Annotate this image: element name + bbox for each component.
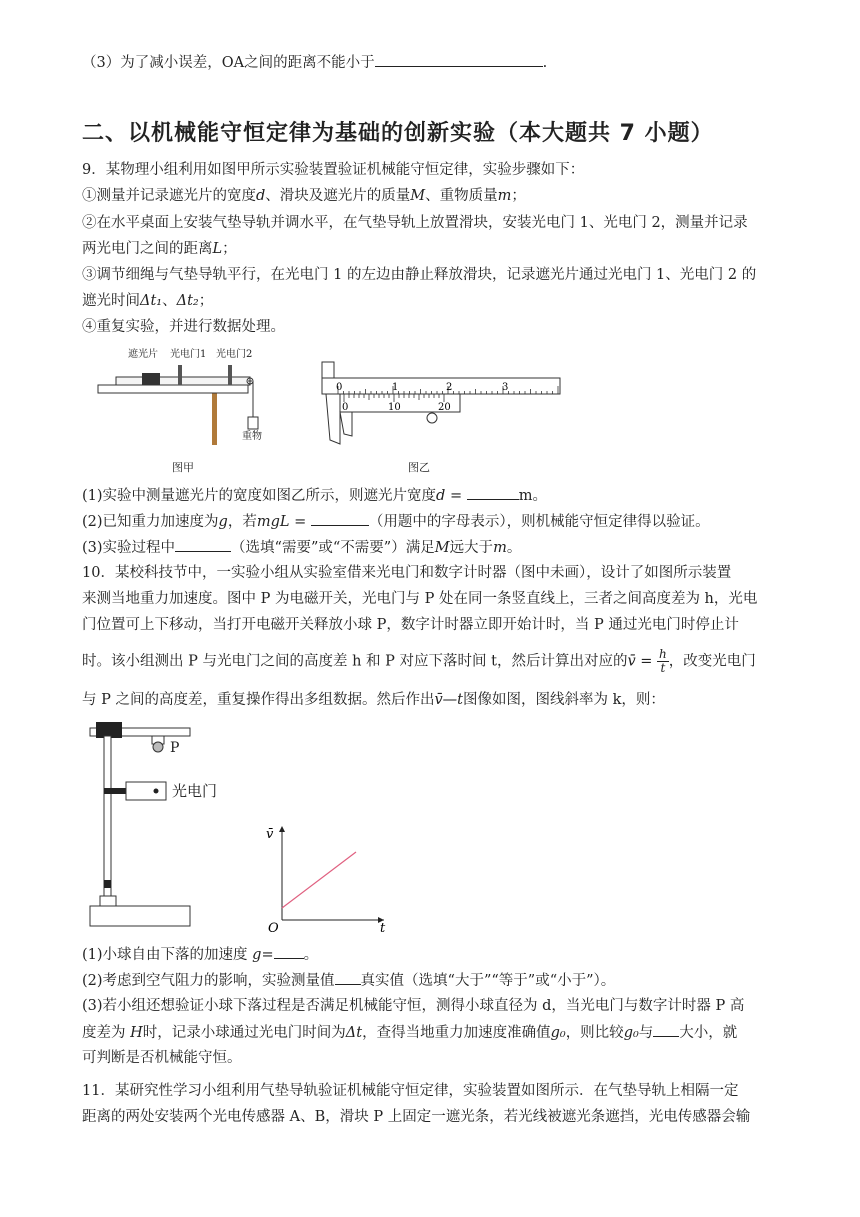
q10-line1: 10．某校科技节中，一实验小组从实验室借来光电门和数字计时器（图中未画），设计了如图所示装置 bbox=[82, 565, 732, 581]
q10-part3a: (3)若小组还想验证小球下落过程是否满足机械能守恒，测得小球直径为 d，当光电门与数字计时器 P 高 bbox=[82, 998, 745, 1014]
y-axis-label: v̄ bbox=[266, 827, 274, 842]
q9-step4: ④重复实验，并进行数据处理。 bbox=[82, 319, 285, 335]
origin-label: O bbox=[268, 921, 279, 935]
label-shutter: 遮光片 bbox=[128, 349, 158, 360]
q9-intro: 9．某物理小组利用如图甲所示实验装置验证机械能守恒定律，实验步骤如下： bbox=[82, 162, 585, 178]
q9-part2: (2)已知重力加速度为g，若mgL = （用题中的字母表示），则机械能守恒定律得以验证。 bbox=[82, 511, 710, 532]
q10-part1: (1)小球自由下落的加速度 g= 。 bbox=[82, 944, 318, 965]
vernier-tick-20: 20 bbox=[438, 402, 451, 413]
q10-line3: 门位置可上下移动，当打开电磁开关释放小球 P，数字计时器立即开始计时，当 P 通过光电门时停止计 bbox=[82, 617, 739, 633]
q9-step2b: 两光电门之间的距离L； bbox=[82, 241, 237, 257]
q10-part3c: 可判断是否机械能守恒。 bbox=[82, 1050, 242, 1066]
q9-step1: ①测量并记录遮光片的宽度d、滑块及遮光片的质量M、重物质量m； bbox=[82, 188, 526, 204]
vernier-tick-10: 10 bbox=[388, 402, 401, 413]
main-tick-0: 0 bbox=[336, 382, 343, 393]
free-fall-apparatus-diagram bbox=[86, 716, 256, 934]
v-t-chart bbox=[262, 820, 392, 935]
label-weight: 重物 bbox=[242, 431, 262, 442]
main-tick-2: 2 bbox=[446, 382, 453, 393]
main-tick-3: 3 bbox=[502, 382, 509, 393]
label-gate: 光电门 bbox=[172, 782, 218, 800]
h-over-t-fraction: $\frac{h}{t}$ bbox=[659, 647, 667, 675]
q8-part3-line: （3）为了减小误差，OA之间的距离不能小于 . bbox=[82, 52, 547, 73]
main-tick-1: 1 bbox=[392, 382, 399, 393]
answer-blank bbox=[375, 52, 543, 67]
q10-line4: 时。该小组测出 P 与光电门之间的高度差 h 和 P 对应下落时间 t，然后计算出对应的v̄ = $\frac{h}{t}$ ，改变光电门 bbox=[82, 647, 756, 675]
label-gate2: 光电门2 bbox=[216, 349, 253, 360]
q11-line1: 11．某研究性学习小组利用气垫导轨验证机械能守恒定律，实验装置如图所示．在气垫导轨上相隔一定 bbox=[82, 1083, 739, 1099]
q9-step3b: 遮光时间Δt₁、Δt₂； bbox=[82, 293, 214, 309]
q10-line5: 与 P 之间的高度差，重复操作得出多组数据。然后作出v̄—t图像如图，图线斜率为 k，则： bbox=[82, 692, 665, 708]
answer-blank bbox=[274, 944, 304, 959]
q9-part1: (1)实验中测量遮光片的宽度如图乙所示，则遮光片宽度d = m。 bbox=[82, 485, 547, 506]
vernier-caliper-diagram bbox=[300, 352, 570, 452]
answer-blank bbox=[467, 485, 519, 500]
answer-blank bbox=[311, 511, 369, 526]
vt-line bbox=[282, 852, 356, 908]
answer-blank bbox=[653, 1022, 679, 1037]
label-gate1: 光电门1 bbox=[170, 349, 207, 360]
answer-blank bbox=[175, 537, 231, 552]
q11-line2: 距离的两处安装两个光电传感器 A、B，滑块 P 上固定一遮光条，若光线被遮光条遮挡，光电传感器会输 bbox=[82, 1109, 751, 1125]
x-axis-label: t bbox=[380, 921, 386, 935]
fig-b-caption: 图乙 bbox=[408, 461, 430, 474]
q9-part3: (3)实验过程中 （选填“需要”或“不需要”）满足M远大于m。 bbox=[82, 537, 521, 558]
label-P: P bbox=[170, 740, 180, 756]
answer-blank bbox=[335, 970, 361, 985]
air-track-diagram bbox=[92, 345, 282, 450]
fig-a-caption: 图甲 bbox=[172, 461, 194, 474]
q10-line2: 来测当地重力加速度。图中 P 为电磁开关，光电门与 P 处在同一条竖直线上，三者之间高度差为 h，光电 bbox=[82, 591, 758, 607]
q10-part3b: 度差为 H时，记录小球通过光电门时间为Δt，查得当地重力加速度准确值g₀，则比较g₀与 大小，就 bbox=[82, 1022, 737, 1043]
vernier-tick-0: 0 bbox=[342, 402, 349, 413]
q10-part2: (2)考虑到空气阻力的影响，实验测量值 真实值（选填“大于”“等于”或“小于”）。 bbox=[82, 970, 615, 991]
section-heading: 二、以机械能守恒定律为基础的创新实验（本大题共 7 小题） bbox=[82, 121, 714, 146]
q9-step3a: ③调节细绳与气垫导轨平行，在光电门 1 的左边由静止释放滑块，记录遮光片通过光电门 1、光电门 2 的 bbox=[82, 267, 757, 283]
q9-step2a: ②在水平桌面上安装气垫导轨并调水平，在气垫导轨上放置滑块，安装光电门 1、光电门 2，测量并记录 bbox=[82, 215, 748, 231]
